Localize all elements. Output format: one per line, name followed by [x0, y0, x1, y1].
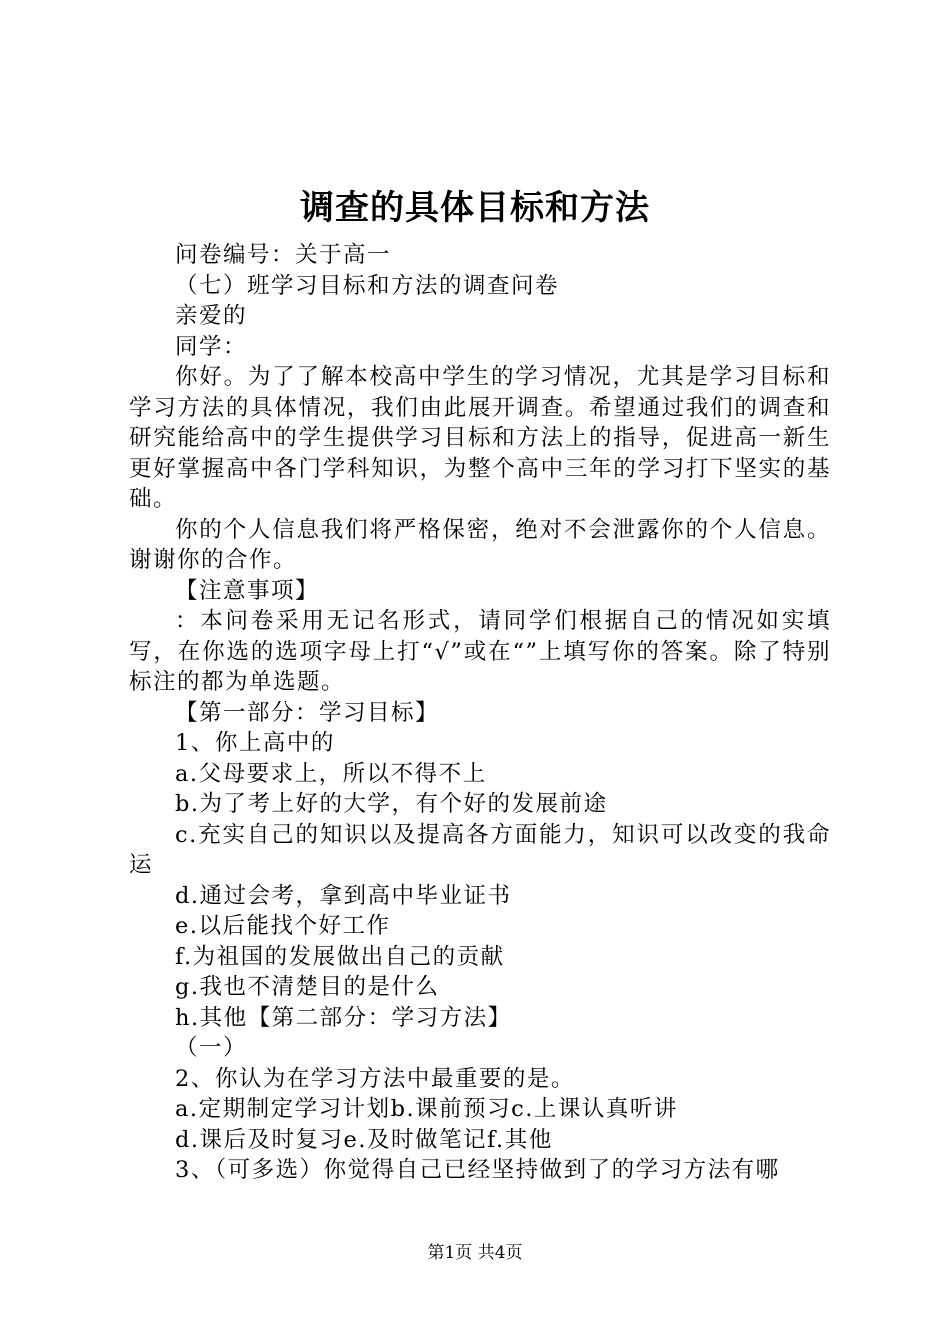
paragraph: 问卷编号：关于高一 — [175, 242, 392, 268]
question: 1、你上高中的 — [175, 730, 335, 756]
question: 2、你认为在学习方法中最重要的是。 — [175, 1065, 575, 1092]
page-footer: 第1页 共4页 — [427, 1243, 523, 1263]
option: e.以后能找个好工作 — [175, 913, 391, 939]
option: h.其他【第二部分：学习方法】 — [175, 1004, 512, 1031]
document-body — [129, 240, 831, 1186]
option: f.为祖国的发展做出自己的贡献 — [175, 943, 505, 970]
question: 3、（可多选）你觉得自己已经坚持做到了的学习方法有哪 — [175, 1157, 780, 1183]
option: b.为了考上好的大学，有个好的发展前途 — [175, 791, 608, 817]
paragraph: （七）班学习目标和方法的调查问卷 — [175, 272, 560, 299]
option: g.我也不清楚目的是什么 — [175, 974, 440, 1000]
paragraph: 你的个人信息我们将严格保密，绝对不会泄露你的个人信息。谢谢你的合作。 — [129, 516, 831, 573]
option: a.父母要求上，所以不得不上 — [175, 760, 487, 787]
paragraph: ：本问卷采用无记名形式，请同学们根据自己的情况如实填写，在你选的选项字母上打“√”或在“”上填写你的答案。除了特别标注的都为单选题。 — [129, 608, 831, 695]
paragraph: 【注意事项】 — [175, 577, 320, 604]
section-heading: 【第一部分：学习目标】 — [175, 699, 440, 726]
option: d.课后及时复习e.及时做笔记f.其他 — [175, 1126, 553, 1153]
paragraph: 同学： — [175, 333, 248, 360]
paragraph: （一） — [175, 1035, 248, 1061]
option: c.充实自己的知识以及提高各方面能力，知识可以改变的我命运 — [129, 821, 831, 878]
option: d.通过会考，拿到高中毕业证书 — [175, 882, 512, 909]
document-title: 调查的具体目标和方法 — [300, 188, 650, 228]
paragraph: 你好。为了了解本校高中学生的学习情况，尤其是学习目标和学习方法的具体情况，我们由此展开调查。希望通过我们的调查和研究能给高中的学生提供学习目标和方法上的指导，促进高一新生更好掌握高中各门学科知识，为整个高中三年的学习打下坚实的基础。 — [129, 364, 831, 512]
option: a.定期制定学习计划b.课前预习c.上课认真听讲 — [175, 1096, 678, 1122]
paragraph: 亲爱的 — [175, 303, 248, 329]
